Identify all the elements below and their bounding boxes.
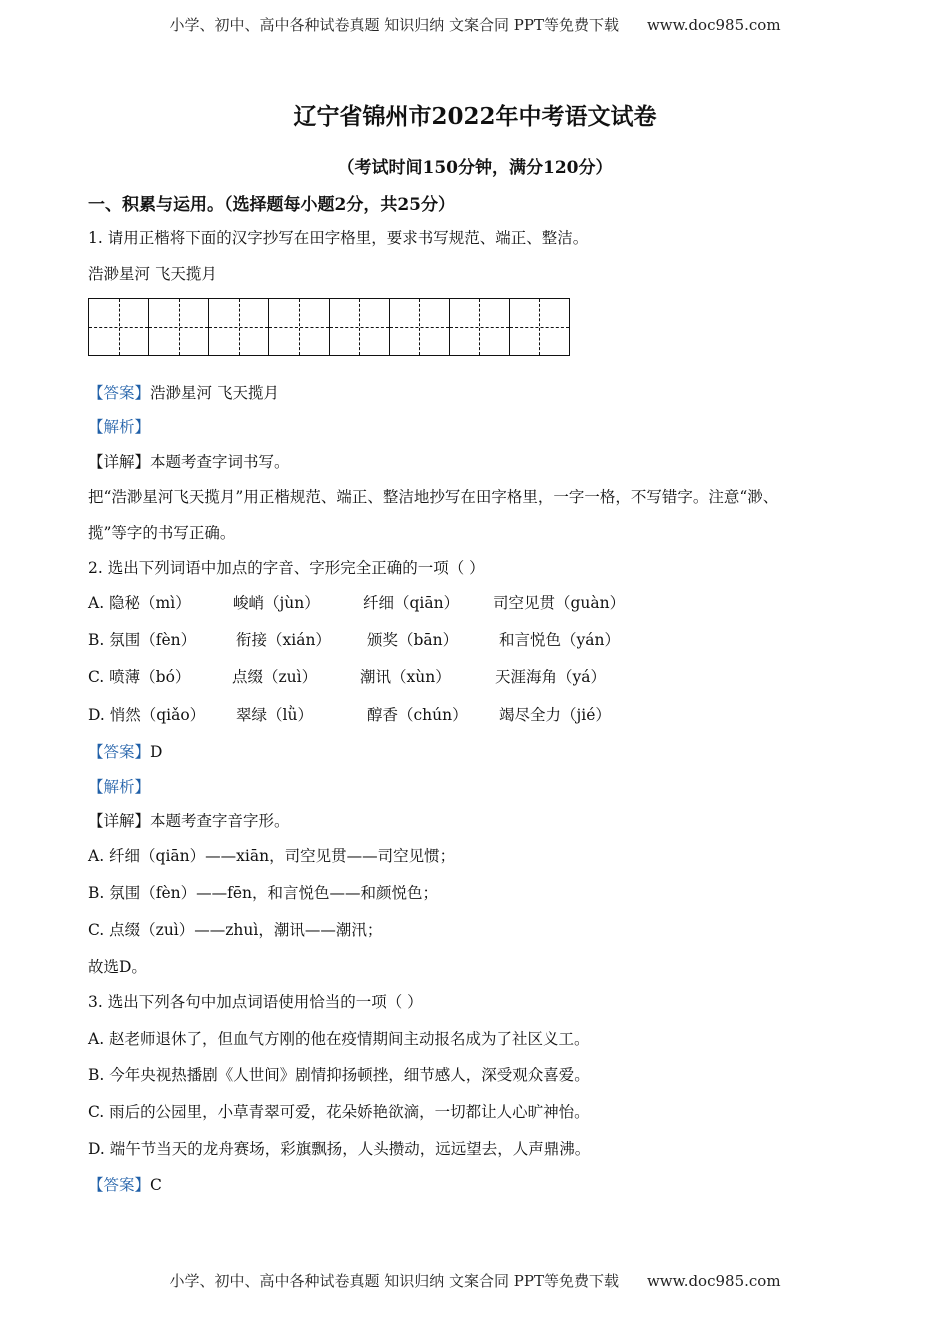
footer-text: 小学、初中、高中各种试卷真题 知识归纳 文案合同 PPT等免费下载 [169, 1272, 619, 1290]
header-url[interactable]: www.doc985.com [646, 16, 781, 34]
q3-stem: 3. 选出下列各句中加点词语使用恰当的一项（ ） [88, 993, 423, 1011]
exam-subtitle: （考试时间150分钟，满分120分） [337, 158, 613, 178]
grid-cell [149, 299, 209, 355]
tianzige-grid [88, 298, 570, 356]
page-header [0, 14, 950, 35]
page-footer [0, 1270, 950, 1291]
q3-option-b[interactable]: B. 今年央视热播剧《人世间》剧情抑扬顿挫，细节感人，深受观众喜爱。 [88, 1066, 590, 1084]
grid-cell [390, 299, 450, 355]
q2-stem: 2. 选出下列词语中加点的字音、字形完全正确的一项（ ） [88, 559, 485, 577]
q3-option-d[interactable]: D. 端午节当天的龙舟赛场，彩旗飘扬，人头攒动，远远望去，人声鼎沸。 [88, 1140, 591, 1158]
grid-cell [510, 299, 569, 355]
q2-explain-line: A. 纤细（qiān）——xiān，司空见贯——司空见惯； [88, 847, 456, 865]
q3-option-a[interactable]: A. 赵老师退休了，但血气方刚的他在疫情期间主动报名成为了社区义工。 [88, 1030, 590, 1048]
q1-analysis-tag: 【解析】 [88, 418, 151, 436]
q3-option-c[interactable]: C. 雨后的公园里，小草青翠可爱，花朵娇艳欲滴，一切都让人心旷神怡。 [88, 1103, 590, 1121]
exam-title: 辽宁省锦州市2022年中考语文试卷 [293, 103, 657, 130]
q1-answer: 【答案】浩渺星河 飞天揽月 [88, 384, 279, 402]
q1-explain: 把“浩渺星河飞天揽月”用正楷规范、端正、整洁地抄写在田字格里，一字一格，不写错字。注意“渺、 [88, 488, 779, 506]
q2-analysis-tag: 【解析】 [88, 778, 151, 796]
q2-explain-line: B. 氛围（fèn）——fēn，和言悦色——和颜悦色； [88, 884, 439, 902]
q1-detail: 【详解】本题考查字词书写。 [88, 453, 290, 471]
grid-cell [450, 299, 510, 355]
header-text: 小学、初中、高中各种试卷真题 知识归纳 文案合同 PPT等免费下载 [169, 16, 619, 34]
footer-url[interactable]: www.doc985.com [646, 1272, 781, 1290]
q2-explain-line: 故选D。 [88, 958, 147, 976]
grid-cell [209, 299, 269, 355]
q1-phrase: 浩渺星河 飞天揽月 [88, 265, 217, 283]
section-heading: 一、积累与运用。（选择题每小题2分，共25分） [88, 195, 455, 215]
q1-stem: 1. 请用正楷将下面的汉字抄写在田字格里，要求书写规范、端正、整洁。 [88, 229, 589, 247]
grid-cell [330, 299, 390, 355]
q2-answer: 【答案】D [88, 743, 163, 761]
grid-cell [269, 299, 329, 355]
q2-detail: 【详解】本题考查字音字形。 [88, 812, 290, 830]
q1-explain: 揽”等字的书写正确。 [88, 524, 236, 542]
q3-answer: 【答案】C [88, 1176, 162, 1194]
q2-explain-line: C. 点缀（zuì）——zhuì，潮讯——潮汛； [88, 921, 383, 939]
grid-cell [89, 299, 149, 355]
